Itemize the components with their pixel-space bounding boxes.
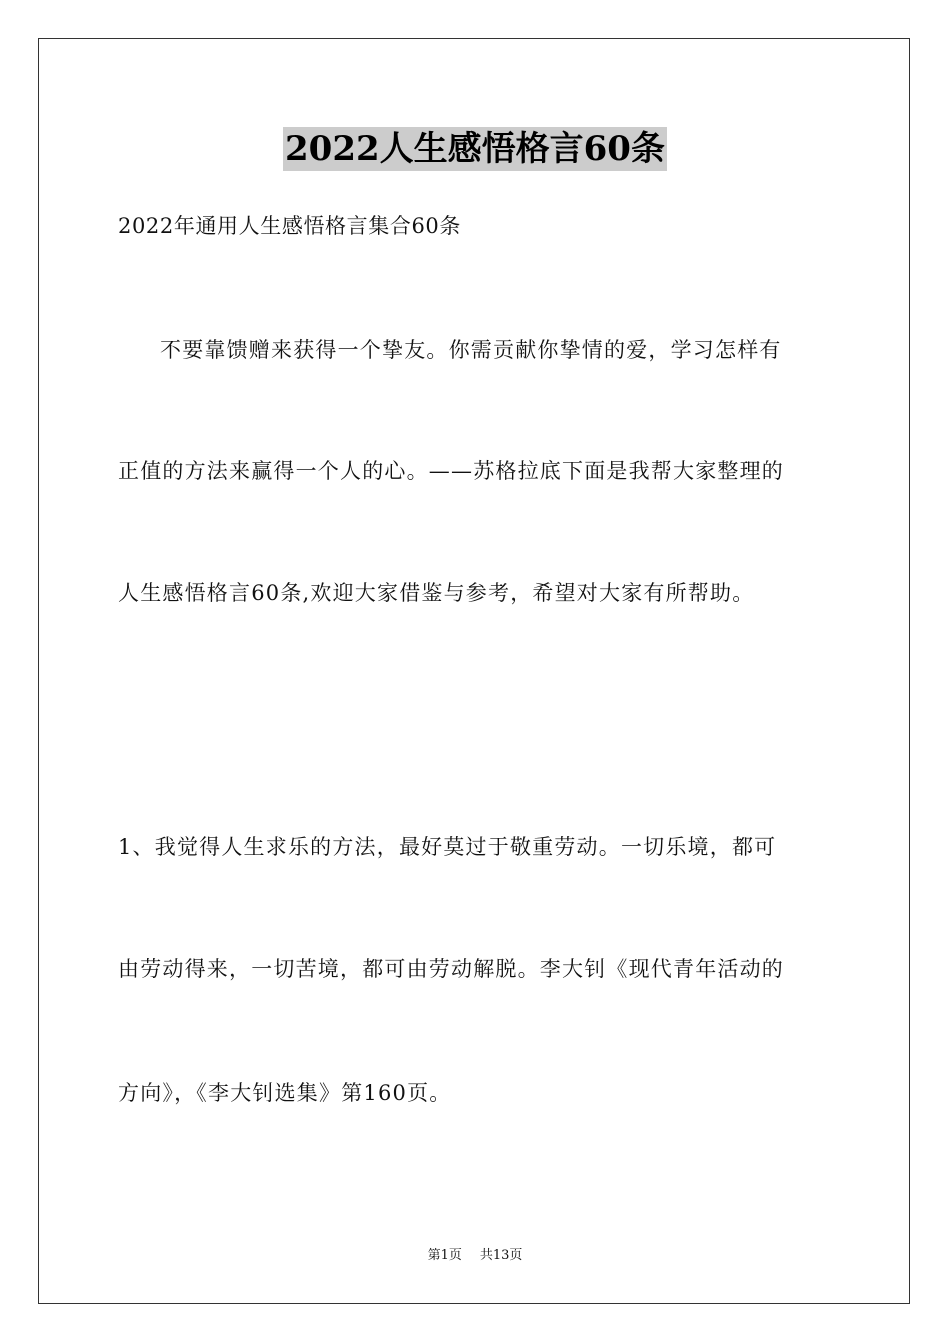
- document-subtitle: 2022年通用人生感悟格言集合60条: [118, 214, 461, 238]
- document-title: 2022人生感悟格言60条: [285, 129, 665, 169]
- page-number-total: 共13页: [479, 1248, 523, 1263]
- page-number-current: 第1页: [427, 1248, 462, 1263]
- item-1-line-2: 由劳动得来，一切苦境，都可由劳动解脱。李大钊《现代青年活动的: [118, 957, 784, 981]
- intro-line-1: 不要靠馈赠来获得一个挚友。你需贡献你挚情的爱，学习怎样有: [160, 338, 782, 362]
- item-1-line-1: 1、我觉得人生求乐的方法，最好莫过于敬重劳动。一切乐境，都可: [118, 835, 777, 859]
- intro-line-2: 正值的方法来赢得一个人的心。——苏格拉底下面是我帮大家整理的: [118, 459, 784, 483]
- item-1-line-3: 方向》，《李大钊选集》第160页。: [118, 1081, 452, 1105]
- page-footer: [0, 1247, 950, 1265]
- intro-line-3: 人生感悟格言60条,欢迎大家借鉴与参考，希望对大家有所帮助。: [118, 581, 755, 605]
- title-container: [0, 127, 950, 171]
